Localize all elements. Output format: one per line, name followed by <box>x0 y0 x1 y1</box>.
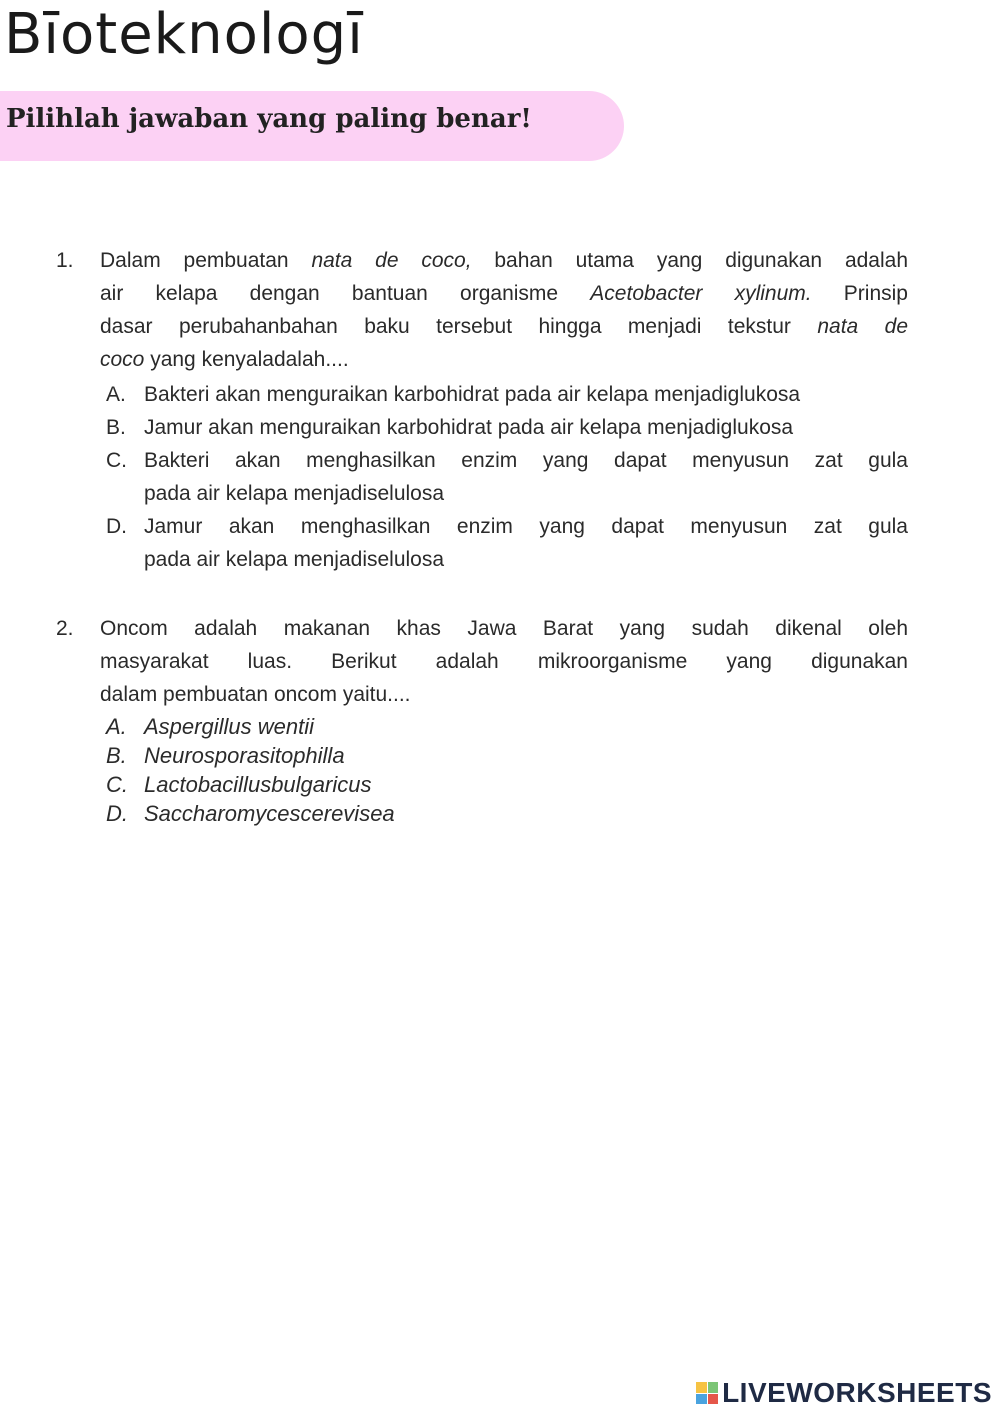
question-line: air kelapa dengan bantuan organisme Acetobacter xylinum. Prinsip <box>100 282 908 305</box>
option-text-continuation: pada air kelapa menjadiselulosa <box>144 548 445 571</box>
question-text <box>100 244 908 376</box>
option-letter: A. <box>106 714 127 739</box>
option-text: Jamur akan menghasilkan enzim yang dapat menyusun zat gula <box>144 515 908 538</box>
option-text: Neurosporasitophilla <box>144 743 345 768</box>
option-letter: A. <box>106 383 126 406</box>
option-text: Bakteri akan menguraikan karbohidrat pada air kelapa menjadiglukosa <box>144 383 801 406</box>
logo-square-2 <box>708 1382 719 1393</box>
liveworksheets-logo-icon <box>696 1382 718 1404</box>
logo-square-1 <box>696 1382 707 1393</box>
question-line: dasar perubahanbahan baku tersebut hingga menjadi tekstur nata de <box>100 315 908 338</box>
answer-option-1c[interactable] <box>106 444 908 477</box>
answer-option-2a[interactable] <box>106 712 314 741</box>
answer-option-2b[interactable] <box>106 741 345 770</box>
question-text <box>100 612 908 711</box>
option-letter: B. <box>106 743 127 768</box>
logo-square-3 <box>696 1394 707 1405</box>
instruction-text: Pilihlah jawaban yang paling benar! <box>6 104 532 134</box>
question-line: coco yang kenyaladalah.... <box>100 348 349 371</box>
option-letter: C. <box>106 449 127 472</box>
option-letter: D. <box>106 801 128 826</box>
option-text: Bakteri akan menghasilkan enzim yang dapat menyusun zat gula <box>144 449 908 472</box>
question-line: Oncom adalah makanan khas Jawa Barat yang sudah dikenal oleh <box>100 617 908 640</box>
liveworksheets-logo[interactable] <box>696 1377 992 1409</box>
answer-option-1b[interactable] <box>106 411 793 444</box>
answer-option-2d[interactable] <box>106 799 395 828</box>
option-text: Saccharomycescerevisea <box>144 801 395 826</box>
option-text: Aspergillus wentii <box>144 714 314 739</box>
worksheet-title: Bīoteknologī <box>4 2 364 67</box>
answer-option-1a[interactable] <box>106 378 800 411</box>
answer-option-2c[interactable] <box>106 770 371 799</box>
question-line: dalam pembuatan oncom yaitu.... <box>100 683 411 706</box>
option-letter: B. <box>106 416 126 439</box>
option-letter: C. <box>106 772 128 797</box>
question-number: 1. <box>56 249 74 272</box>
question-line: Dalam pembuatan nata de coco, bahan utama yang digunakan adalah <box>100 249 909 272</box>
liveworksheets-logo-text: LIVEWORKSHEETS <box>722 1377 992 1408</box>
logo-square-4 <box>708 1394 719 1405</box>
question-line: masyarakat luas. Berikut adalah mikroorganisme yang digunakan <box>100 650 908 673</box>
option-text-continuation: pada air kelapa menjadiselulosa <box>144 482 445 505</box>
question-number: 2. <box>56 617 74 640</box>
answer-option-1d[interactable] <box>106 510 908 543</box>
option-text: Lactobacillusbulgaricus <box>144 772 372 797</box>
option-letter: D. <box>106 515 127 538</box>
option-text: Jamur akan menguraikan karbohidrat pada air kelapa menjadiglukosa <box>144 416 794 439</box>
